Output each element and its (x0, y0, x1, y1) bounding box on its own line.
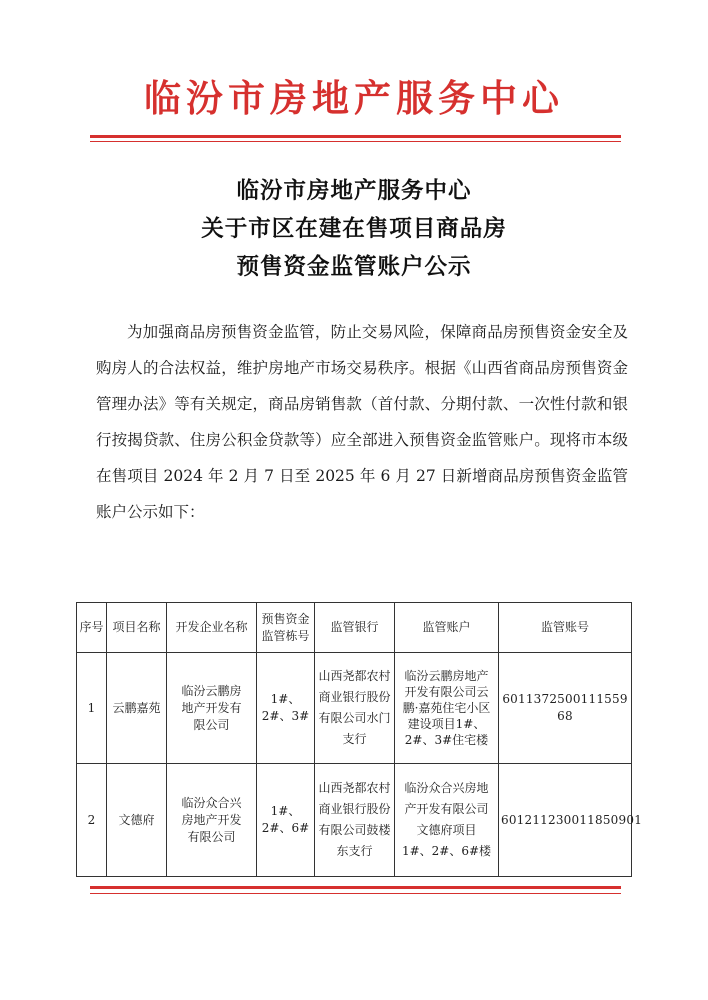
cell-building: 1#、2#、3# (257, 653, 315, 764)
letterhead-rule-thick (90, 135, 621, 138)
cell-account-no: 601211230011850901 (499, 764, 632, 877)
cell-project: 文德府 (107, 764, 167, 877)
cell-bank: 山西尧都农村商业银行股份有限公司水门支行 (315, 653, 395, 764)
header-index: 序号 (77, 603, 107, 653)
cell-account-name: 临汾众合兴房地产开发有限公司文德府项目 1#、2#、6#楼 (395, 764, 499, 877)
cell-project: 云鹏嘉苑 (107, 653, 167, 764)
notice-body-paragraph: 为加强商品房预售资金监管，防止交易风险，保障商品房预售资金安全及购房人的合法权益，维护房地产市场交易秩序。根据《山西省商品房预售资金管理办法》等有关规定，商品房销售款（首付款、分期付款、一次性付款和银行按揭贷款、住房公积金贷款等）应全部进入预售资金监管账户。现将市本级在售项目 2024 年 2 月 7 日至 2025 年 6 月 27 日新增商品房预售资金监管账户公示如下： (96, 323, 628, 521)
cell-account-no: 6011372500111559 68 (499, 653, 632, 764)
document-title-line-3: 预售资金监管账户公示 (236, 254, 472, 280)
header-account-no: 监管账号 (499, 603, 632, 653)
cell-index: 1 (77, 653, 107, 764)
cell-building: 1#、2#、6# (257, 764, 315, 877)
letterhead-rule-thin (90, 141, 621, 142)
header-account-name: 监管账户 (395, 603, 499, 653)
cell-index: 2 (77, 764, 107, 877)
cell-developer: 临汾众合兴房地产开发有限公司 (167, 764, 257, 877)
header-building: 预售资金监管栋号 (257, 603, 315, 653)
cell-account-name: 临汾云鹏房地产开发有限公司云鹏·嘉苑住宅小区建设项目1#、2#、3#住宅楼 (395, 653, 499, 764)
document-title-line-1: 临汾市房地产服务中心 (236, 178, 472, 204)
table-row (77, 764, 632, 877)
cell-bank: 山西尧都农村商业银行股份有限公司鼓楼东支行 (315, 764, 395, 877)
header-project: 项目名称 (107, 603, 167, 653)
footer-rule-thick (90, 886, 621, 889)
document-title-line-2: 关于市区在建在售项目商品房 (201, 216, 507, 242)
cell-developer: 临汾云鹏房地产开发有限公司 (167, 653, 257, 764)
header-developer: 开发企业名称 (167, 603, 257, 653)
letterhead-title: 临汾市房地产服务中心 (144, 77, 564, 120)
header-bank: 监管银行 (315, 603, 395, 653)
table-header-row (77, 603, 632, 653)
footer-rule-thin (90, 893, 621, 894)
supervision-account-table (76, 602, 643, 877)
table-row (77, 653, 632, 764)
